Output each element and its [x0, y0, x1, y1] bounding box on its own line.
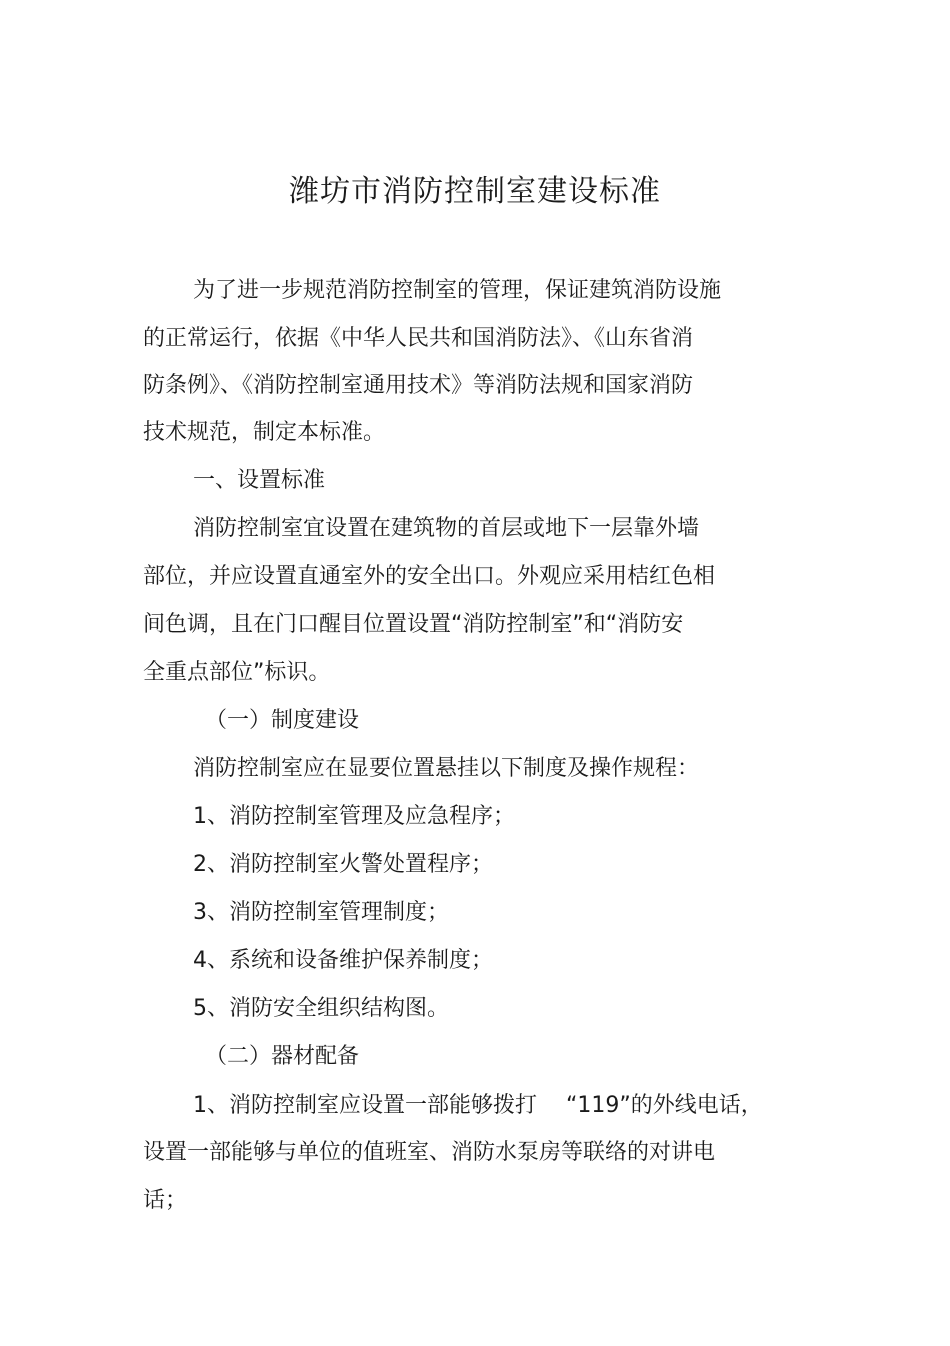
- intro-line-2: 的正常运行，依据《中华人民共和国消防法》、《山东省消: [143, 326, 694, 351]
- section1-heading: 一、设置标准: [193, 468, 326, 493]
- section1-line-1: 消防控制室宜设置在建筑物的首层或地下一层靠外墙: [193, 516, 700, 541]
- sub2-item1-line-3: 话；: [143, 1188, 188, 1213]
- sub1-intro: 消防控制室应在显要位置悬挂以下制度及操作规程：: [193, 756, 700, 781]
- sub1-item-4: 4、系统和设备维护保养制度；: [193, 948, 493, 973]
- sub1-item-1: 1、消防控制室管理及应急程序；: [193, 804, 515, 829]
- sub2-heading: （二）器材配备: [205, 1044, 360, 1069]
- sub1-heading: （一）制度建设: [205, 708, 360, 733]
- sub1-item-5: 5、消防安全组织结构图。: [193, 996, 449, 1021]
- section1-line-2: 部位，并应设置直通室外的安全出口。外观应采用桔红色相: [143, 564, 716, 589]
- sub1-item-3: 3、消防控制室管理制度；: [193, 900, 449, 925]
- sub1-item-2: 2、消防控制室火警处置程序；: [193, 852, 493, 877]
- sub2-item1-line-1: 1、消防控制室应设置一部能够拨打 “119”的外线电话，: [193, 1093, 763, 1118]
- document-title: 潍坊市消防控制室建设标准: [289, 174, 661, 209]
- intro-line-1: 为了进一步规范消防控制室的管理，保证建筑消防设施: [193, 278, 722, 303]
- intro-line-4: 技术规范，制定本标准。: [143, 420, 386, 445]
- sub2-item1-line-2: 设置一部能够与单位的值班室、消防水泵房等联络的对讲电: [143, 1140, 716, 1165]
- section1-line-3: 间色调，且在门口醒目位置设置“消防控制室”和“消防安: [143, 612, 684, 637]
- section1-line-4: 全重点部位”标识。: [143, 660, 331, 685]
- intro-line-3: 防条例》、《消防控制室通用技术》等消防法规和国家消防: [143, 373, 694, 398]
